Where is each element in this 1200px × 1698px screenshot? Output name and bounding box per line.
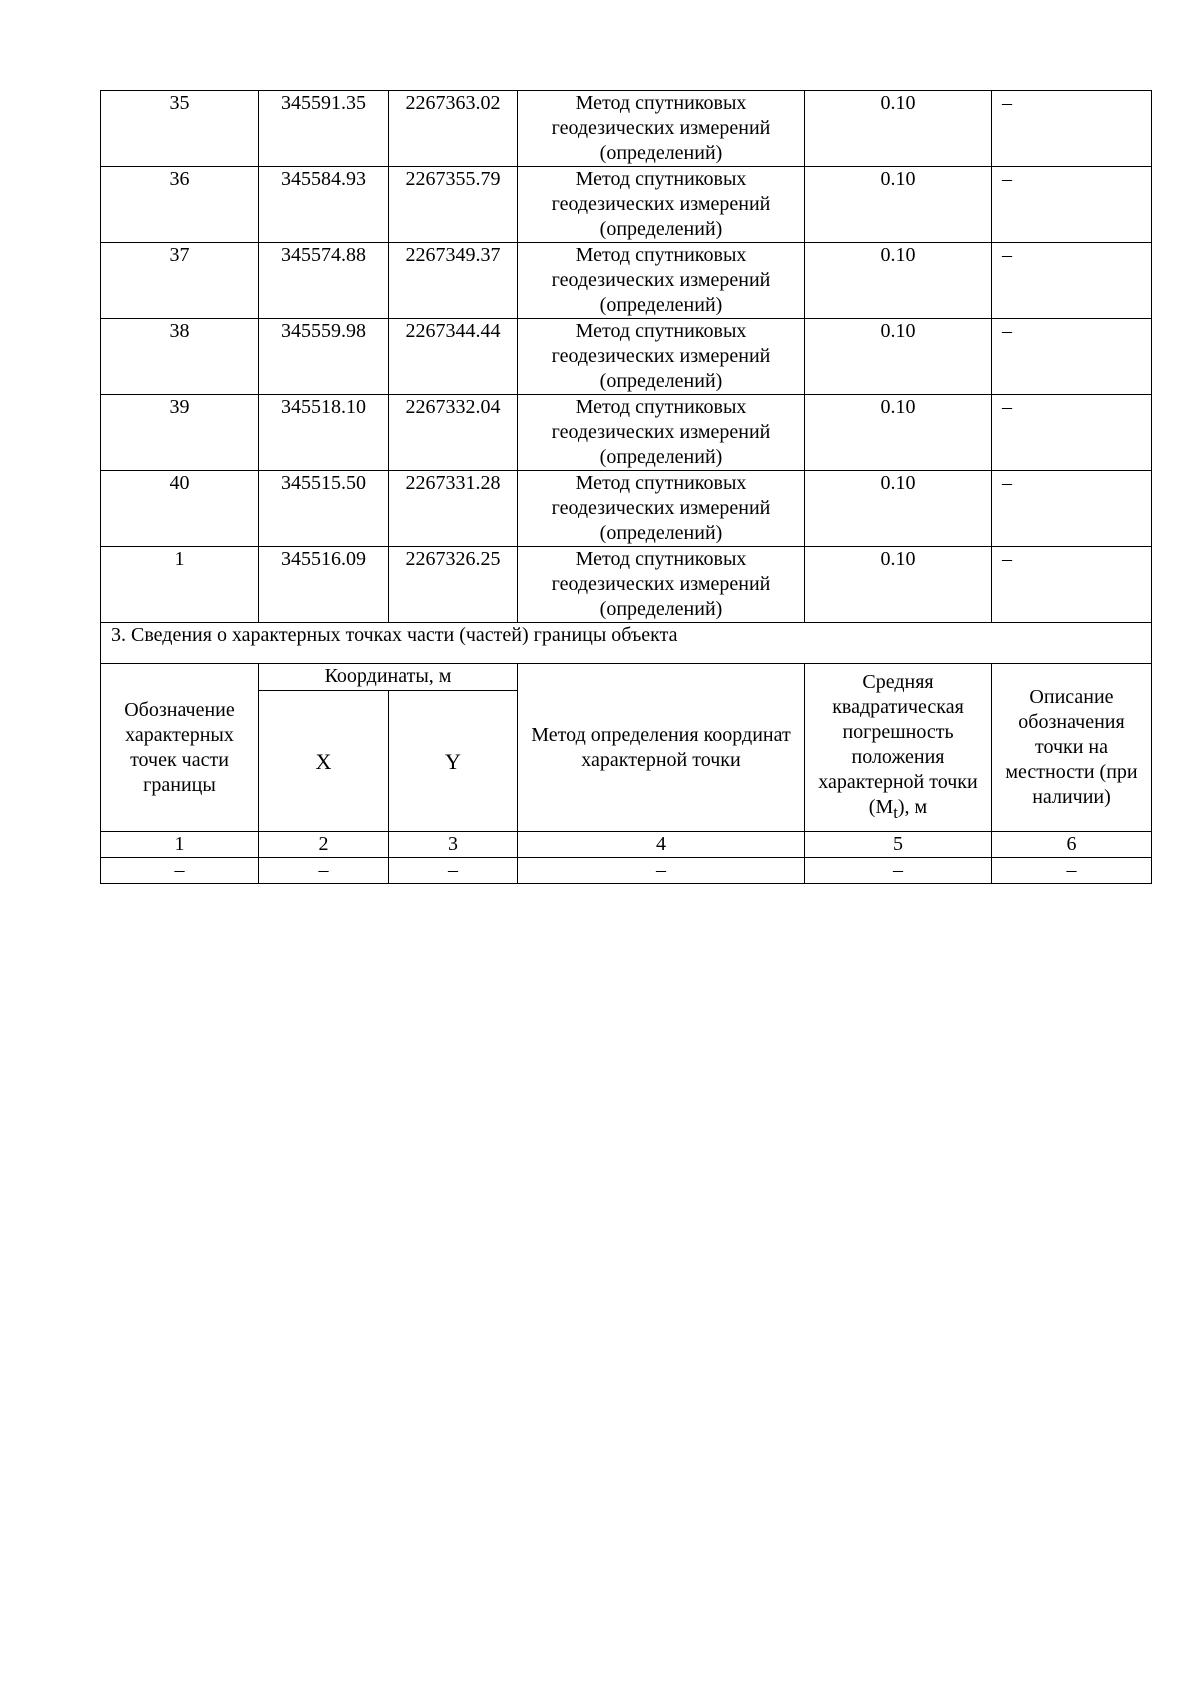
error-value-cell: 0.10 (805, 547, 992, 623)
column-number-row (101, 832, 1152, 858)
method-cell: Метод спутниковых геодезических измерений (определений) (518, 243, 805, 319)
header-error-sub: t (893, 803, 898, 822)
method-cell: Метод спутниковых геодезических измерений (определений) (518, 91, 805, 167)
header-error (805, 664, 992, 832)
description-cell: – (992, 91, 1152, 167)
description-cell: – (992, 243, 1152, 319)
point-row (101, 547, 1152, 623)
point-row (101, 319, 1152, 395)
error-value-cell: 0.10 (805, 91, 992, 167)
point-row (101, 471, 1152, 547)
section3-title-row (101, 623, 1152, 664)
point-row (101, 243, 1152, 319)
error-value-cell: 0.10 (805, 243, 992, 319)
error-value-cell: 0.10 (805, 319, 992, 395)
method-cell: Метод спутниковых геодезических измерений (определений) (518, 471, 805, 547)
point-number-cell: 37 (101, 243, 259, 319)
empty-cell: – (992, 858, 1152, 884)
coord-x-cell: 345591.35 (259, 91, 389, 167)
coord-x-cell: 345584.93 (259, 167, 389, 243)
description-cell: – (992, 319, 1152, 395)
point-number-cell: 36 (101, 167, 259, 243)
description-cell: – (992, 547, 1152, 623)
point-row (101, 167, 1152, 243)
empty-cell: – (389, 858, 518, 884)
header-coordinates: Координаты, м (259, 664, 518, 691)
empty-cell: – (518, 858, 805, 884)
method-cell: Метод спутниковых геодезических измерений (определений) (518, 395, 805, 471)
column-number: 4 (518, 832, 805, 858)
column-number: 6 (992, 832, 1152, 858)
boundary-points-table (100, 90, 1152, 884)
coord-x-cell: 345516.09 (259, 547, 389, 623)
empty-data-row (101, 858, 1152, 884)
method-cell: Метод спутниковых геодезических измерений (определений) (518, 167, 805, 243)
header-description: Описание обозначения точки на местности (при наличии) (992, 664, 1152, 832)
description-cell: – (992, 395, 1152, 471)
header-error-main: Средняя квадратическая погрешность положения характерной точки (M (818, 671, 978, 818)
section3-block (101, 623, 1152, 884)
header-method: Метод определения координат характерной точки (518, 664, 805, 832)
empty-cell: – (259, 858, 389, 884)
section3-header-row-top (101, 664, 1152, 691)
column-number: 2 (259, 832, 389, 858)
column-number: 5 (805, 832, 992, 858)
point-row (101, 395, 1152, 471)
error-value-cell: 0.10 (805, 471, 992, 547)
point-number-cell: 40 (101, 471, 259, 547)
method-cell: Метод спутниковых геодезических измерений (определений) (518, 547, 805, 623)
coord-y-cell: 2267331.28 (389, 471, 518, 547)
method-cell: Метод спутниковых геодезических измерений (определений) (518, 319, 805, 395)
column-number: 1 (101, 832, 259, 858)
coord-y-cell: 2267349.37 (389, 243, 518, 319)
description-cell: – (992, 471, 1152, 547)
header-x: X (259, 691, 389, 832)
empty-cell: – (805, 858, 992, 884)
point-number-cell: 35 (101, 91, 259, 167)
header-y: Y (389, 691, 518, 832)
error-value-cell: 0.10 (805, 395, 992, 471)
point-row (101, 91, 1152, 167)
section3-title: 3. Сведения о характерных точках части (частей) границы объекта (101, 623, 1152, 664)
coord-x-cell: 345518.10 (259, 395, 389, 471)
coord-y-cell: 2267355.79 (389, 167, 518, 243)
coord-y-cell: 2267326.25 (389, 547, 518, 623)
coord-x-cell: 345574.88 (259, 243, 389, 319)
coord-y-cell: 2267344.44 (389, 319, 518, 395)
empty-cell: – (101, 858, 259, 884)
points-table-body (101, 91, 1152, 623)
point-number-cell: 38 (101, 319, 259, 395)
description-cell: – (992, 167, 1152, 243)
column-number: 3 (389, 832, 518, 858)
point-number-cell: 39 (101, 395, 259, 471)
coord-y-cell: 2267332.04 (389, 395, 518, 471)
point-number-cell: 1 (101, 547, 259, 623)
error-value-cell: 0.10 (805, 167, 992, 243)
coord-x-cell: 345559.98 (259, 319, 389, 395)
header-error-tail: ), м (897, 796, 928, 818)
coord-y-cell: 2267363.02 (389, 91, 518, 167)
header-designation: Обозначение характерных точек части границы (101, 664, 259, 832)
coord-x-cell: 345515.50 (259, 471, 389, 547)
